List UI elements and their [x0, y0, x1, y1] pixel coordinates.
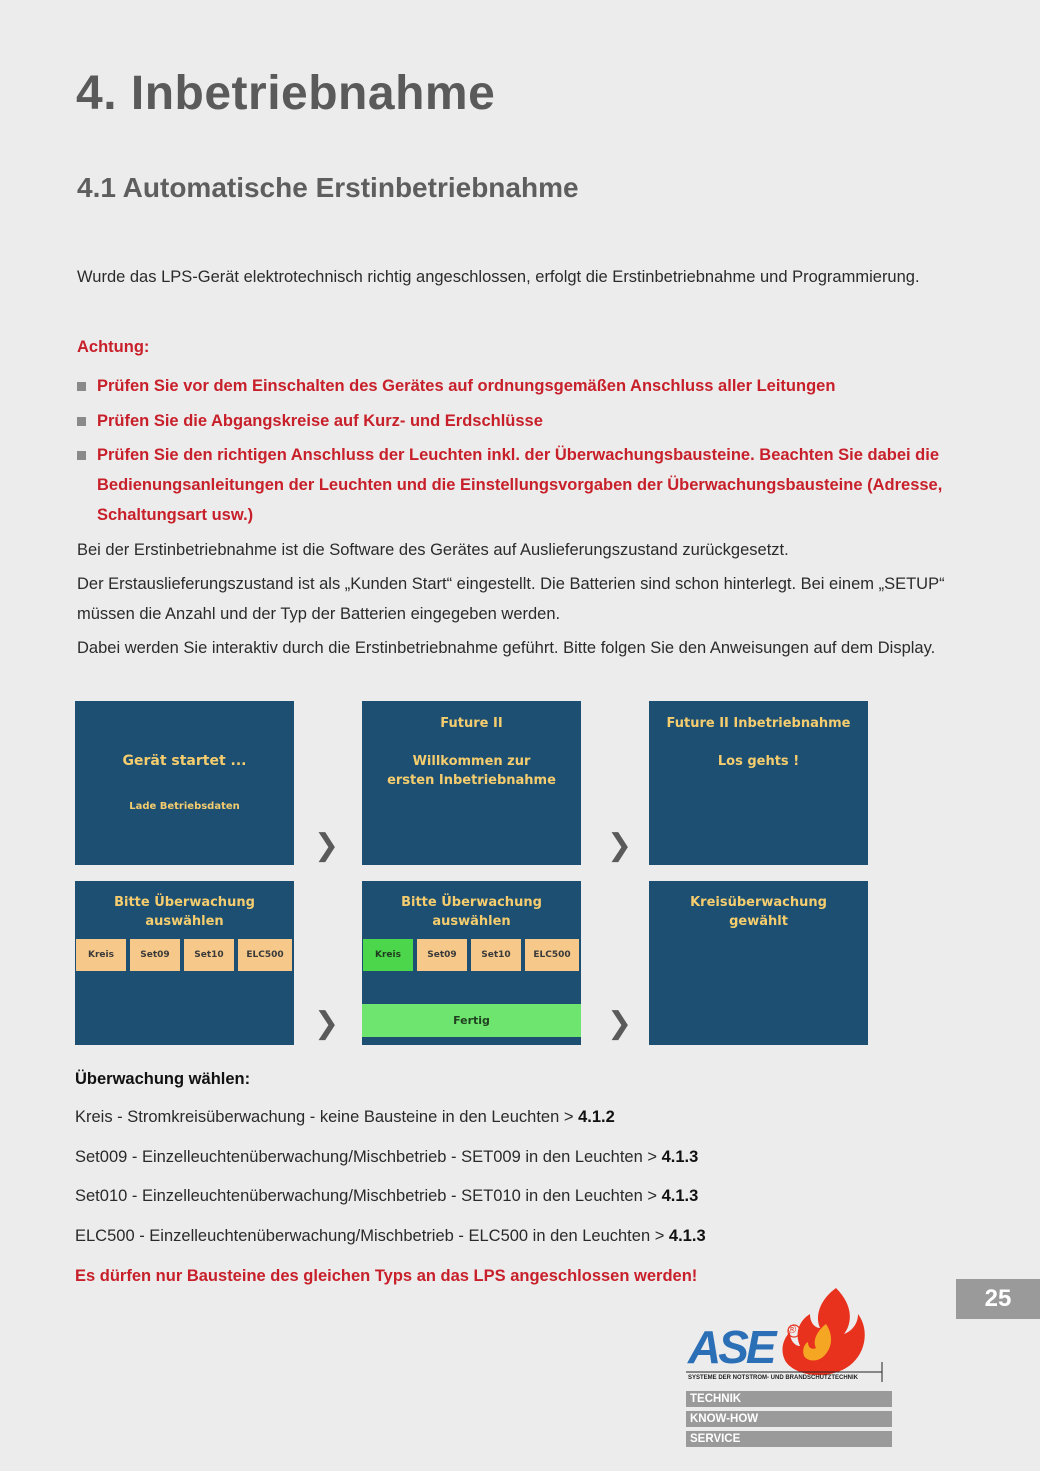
bullet-text: Prüfen Sie die Abgangskreise auf Kurz- und Erdschlüsse [97, 412, 543, 430]
screen-title: Bitte Überwachung [401, 895, 542, 910]
screen-title: auswählen [432, 914, 511, 929]
warning-label: Achtung: [77, 338, 150, 356]
selection-item [75, 1224, 706, 1248]
selection-text: Set010 - Einzelleuchtenüberwachung/Mischbetrieb - SET010 in den Leuchten > [75, 1187, 662, 1205]
page-title: 4. Inbetriebnahme [76, 67, 496, 120]
paragraph-reset: Bei der Erstinbetriebnahme ist die Software des Gerätes auf Auslieferungszustand zurückgesetzt. [77, 541, 789, 559]
screen-title: auswählen [145, 914, 224, 929]
section-ref: 4.1.3 [668, 1227, 706, 1245]
display-screen-letsgo [649, 701, 868, 865]
registered-mark: ® [788, 1324, 797, 1336]
option-set10[interactable]: Set10 [471, 939, 521, 971]
screen-title: Future II Inbetriebnahme [666, 716, 851, 731]
bullet-square-icon [77, 382, 86, 391]
ase-logo [686, 1284, 896, 1449]
final-warning: Es dürfen nur Bausteine des gleichen Typs an das LPS angeschlossen werden! [75, 1267, 698, 1285]
chevron-right-icon: ❯ [314, 1006, 340, 1041]
selection-item [75, 1145, 698, 1169]
logo-bar-technik: TECHNIK [686, 1391, 892, 1407]
selection-item [75, 1184, 698, 1208]
option-set09[interactable]: Set09 [417, 939, 467, 971]
logo-bar-knowhow: KNOW-HOW [686, 1411, 892, 1427]
section-title: 4.1 Automatische Erstinbetriebnahme [77, 172, 579, 203]
done-button[interactable]: Fertig [362, 1004, 581, 1037]
bullet-square-icon [77, 417, 86, 426]
logo-bar-service: SERVICE [686, 1431, 892, 1447]
selection-text: Kreis - Stromkreisüberwachung - keine Bausteine in den Leuchten > [75, 1108, 579, 1126]
screen-text: Los gehts ! [717, 754, 800, 769]
screen-title: Bitte Überwachung [114, 895, 255, 910]
chevron-right-icon: ❯ [607, 1006, 633, 1041]
option-elc500[interactable]: ELC500 [525, 939, 579, 971]
selection-text: Set009 - Einzelleuchtenüberwachung/Mischbetrieb - SET009 in den Leuchten > [75, 1148, 662, 1166]
option-set10[interactable]: Set10 [184, 939, 234, 971]
display-screen-startup [75, 701, 294, 865]
screen-title: Gerät startet ... [122, 753, 247, 769]
display-screen-selected [362, 881, 581, 1045]
bullet-text: Prüfen Sie den richtigen Anschluss der Leuchten inkl. der Überwachungsbausteine. Beachten Sie dabei die Bedienungsanleitungen der Leuchten und die Einstellungsvorgaben der Überwachungsbausteine (Adresse, Schaltungsart usw.) [97, 446, 943, 524]
section-ref: 4.1.2 [578, 1108, 615, 1126]
logo-brand: ASE [688, 1321, 774, 1373]
section-ref: 4.1.3 [661, 1148, 699, 1166]
paragraph-delivery-state: Der Erstauslieferungszustand ist als „Kunden Start“ eingestellt. Die Batterien sind schon hinterlegt. Bei einem „SETUP“ müssen die Anzahl und der Typ der Batterien eingegeben werden. [77, 575, 945, 623]
intro-paragraph: Wurde das LPS-Gerät elektrotechnisch richtig angeschlossen, erfolgt die Erstinbetriebnahme und Programmierung. [77, 268, 920, 286]
selection-item [75, 1105, 615, 1129]
chevron-right-icon: ❯ [607, 828, 633, 863]
bullet-square-icon [77, 451, 86, 460]
option-elc500[interactable]: ELC500 [238, 939, 292, 971]
display-screen-select-monitoring [75, 881, 294, 1045]
selection-heading: Überwachung wählen: [75, 1070, 251, 1088]
screen-text: Willkommen zur [412, 754, 531, 769]
option-kreis[interactable]: Kreis [363, 939, 413, 971]
paragraph-interactive: Dabei werden Sie interaktiv durch die Erstinbetriebnahme geführt. Bitte folgen Sie den Anweisungen auf dem Display. [77, 639, 936, 657]
option-kreis[interactable]: Kreis [76, 939, 126, 971]
screen-text: ersten Inbetriebnahme [387, 773, 556, 788]
screen-title: Kreisüberwachung [690, 895, 827, 910]
bullet-text: Prüfen Sie vor dem Einschalten des Gerätes auf ordnungsgemäßen Anschluss aller Leitungen [97, 377, 836, 395]
screen-title: Future II [440, 716, 503, 731]
option-set09[interactable]: Set09 [130, 939, 180, 971]
screen-subtext: Lade Betriebsdaten [129, 801, 240, 812]
section-ref: 4.1.3 [661, 1187, 699, 1205]
chevron-right-icon: ❯ [314, 828, 340, 863]
page-number: 25 [956, 1279, 1040, 1319]
selection-text: ELC500 - Einzelleuchtenüberwachung/Mischbetrieb - ELC500 in den Leuchten > [75, 1227, 669, 1245]
display-screen-confirmed [649, 881, 868, 1045]
display-screen-welcome [362, 701, 581, 865]
logo-tagline: SYSTEME DER NOTSTROM- UND BRANDSCHUTZTECHNIK [688, 1375, 858, 1381]
screen-title: gewählt [729, 914, 788, 929]
